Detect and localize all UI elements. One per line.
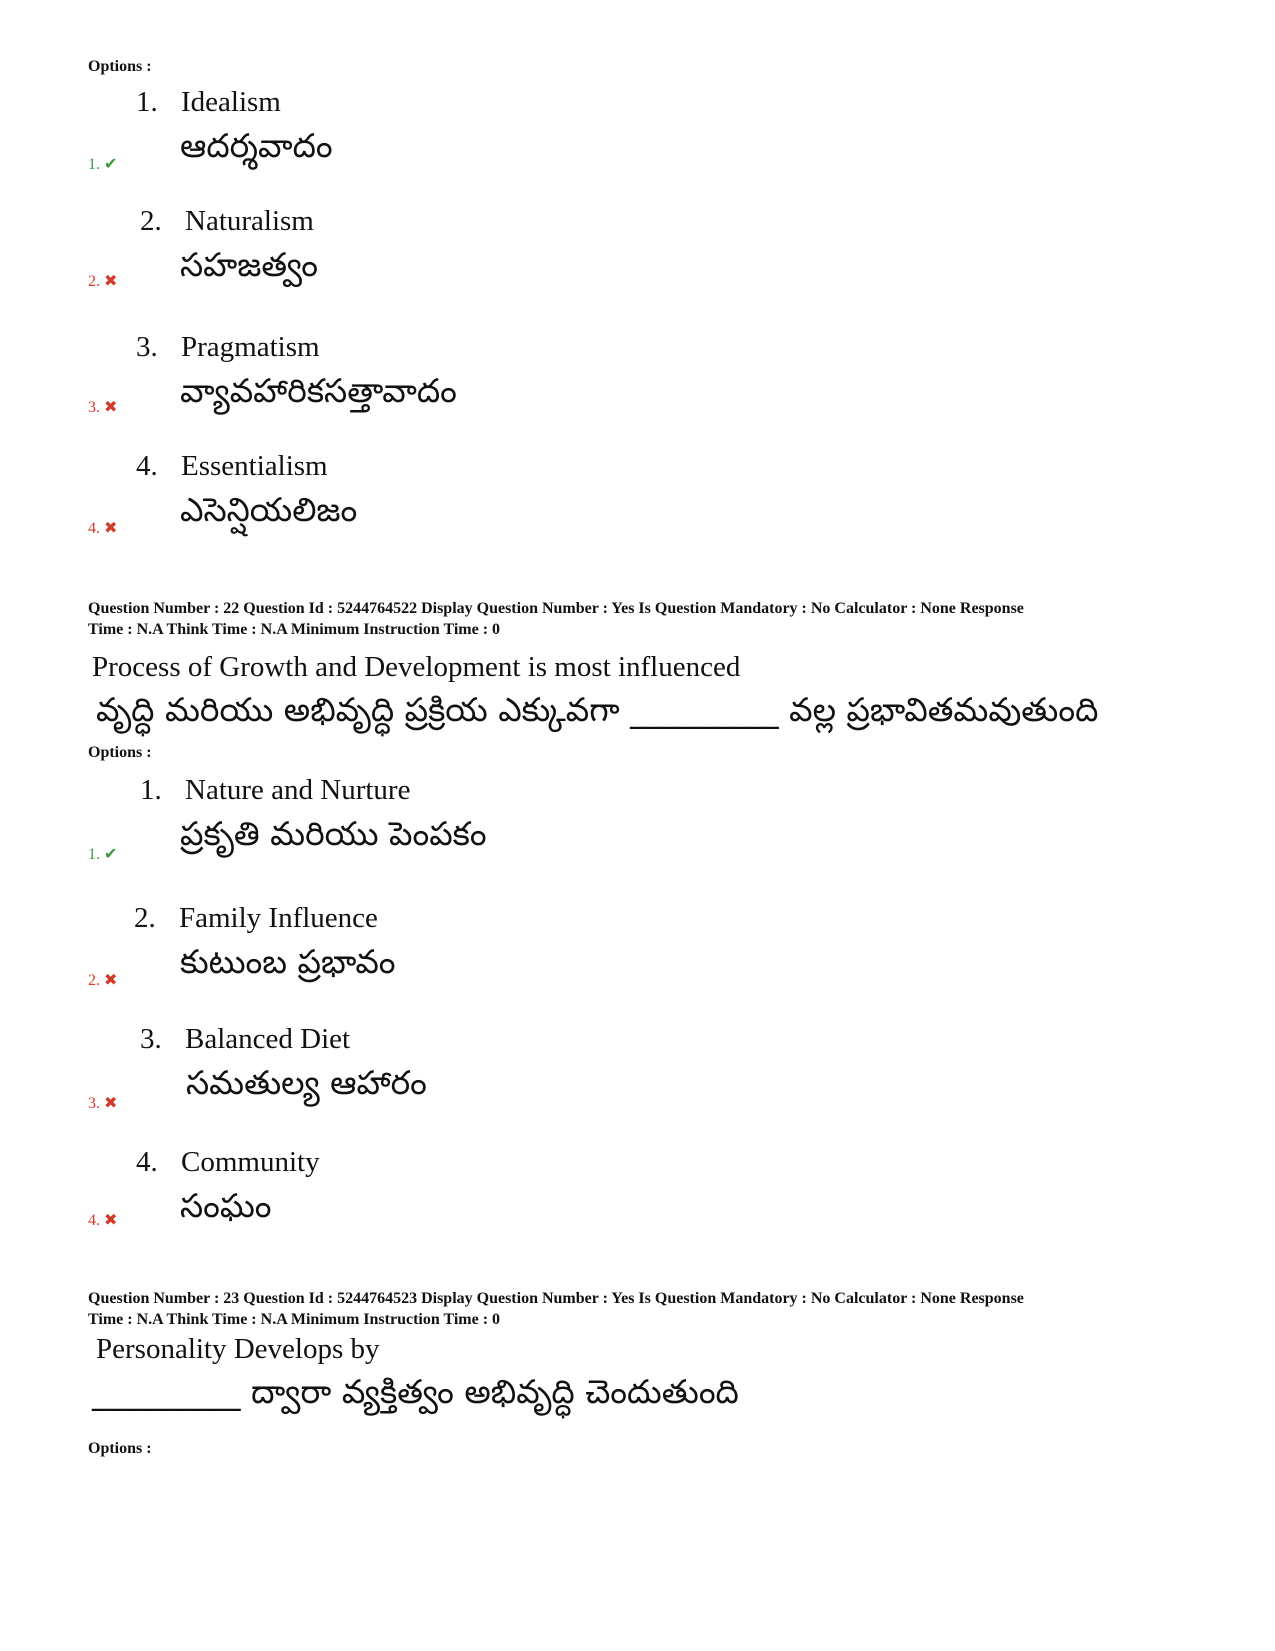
option-status: 2. ✖ bbox=[88, 972, 118, 989]
option-text-en: 3. Pragmatism bbox=[136, 331, 320, 363]
option-4 bbox=[88, 450, 1188, 560]
option-text-en: 1. Idealism bbox=[136, 86, 281, 118]
option-status: 4. ✖ bbox=[88, 1212, 118, 1229]
cross-icon: ✖ bbox=[104, 1095, 118, 1112]
option-2 bbox=[88, 205, 1188, 315]
question-23-text-en: Personality Develops by bbox=[96, 1333, 380, 1365]
option-text-en: 4. Community bbox=[136, 1146, 320, 1178]
option-3 bbox=[88, 1023, 1188, 1133]
option-2 bbox=[88, 902, 1188, 1012]
option-text-en: 2. Naturalism bbox=[140, 205, 314, 237]
cross-icon: ✖ bbox=[104, 273, 118, 290]
check-icon: ✔ bbox=[104, 846, 118, 863]
question-23-meta: Question Number : 23 Question Id : 5244764523 Display Question Number : Yes Is Question Mandatory : No Calculator : None Response Time : N.A Think Time : N.A Minimum Instruction Time : 0 bbox=[88, 1290, 1024, 1328]
option-status: 2. ✖ bbox=[88, 273, 118, 290]
option-4 bbox=[88, 1146, 1188, 1256]
option-text-te: సహజత్వం bbox=[180, 245, 319, 284]
option-text-en: 2. Family Influence bbox=[134, 902, 378, 934]
option-3 bbox=[88, 331, 1188, 441]
option-text-en: 3. Balanced Diet bbox=[140, 1023, 351, 1055]
question-22-text-te: వృద్ధి మరియు అభివృద్ధి ప్రక్రియ ఎక్కువగా _________ వల్ల ప్రభావితమవుతుంది bbox=[96, 690, 1099, 729]
option-1 bbox=[88, 86, 1188, 196]
option-text-en: 1. Nature and Nurture bbox=[140, 774, 411, 806]
options-label: Options : bbox=[88, 744, 152, 761]
option-text-te: ఆదర్శవాదం bbox=[180, 126, 333, 165]
options-label: Options : bbox=[88, 1440, 152, 1457]
options-label: Options : bbox=[88, 58, 152, 75]
question-22-meta: Question Number : 22 Question Id : 5244764522 Display Question Number : Yes Is Question Mandatory : No Calculator : None Response Time : N.A Think Time : N.A Minimum Instruction Time : 0 bbox=[88, 600, 1024, 638]
option-status: 1. ✔ bbox=[88, 846, 118, 863]
option-status: 3. ✖ bbox=[88, 399, 118, 416]
question-22-text-en: Process of Growth and Development is most influenced bbox=[92, 651, 741, 683]
option-status: 4. ✖ bbox=[88, 520, 118, 537]
cross-icon: ✖ bbox=[104, 520, 118, 537]
option-status: 1. ✔ bbox=[88, 156, 118, 173]
option-1 bbox=[88, 774, 1188, 884]
option-status: 3. ✖ bbox=[88, 1095, 118, 1112]
option-text-te: కుటుంబ ప్రభావం bbox=[180, 942, 396, 981]
cross-icon: ✖ bbox=[104, 972, 118, 989]
cross-icon: ✖ bbox=[104, 1212, 118, 1229]
cross-icon: ✖ bbox=[104, 399, 118, 416]
question-23-text-te: _________ ద్వారా వ్యక్తిత్వం అభివృద్ధి చెందుతుంది bbox=[92, 1372, 739, 1411]
check-icon: ✔ bbox=[104, 156, 118, 173]
option-text-te: ఎసెన్షియలిజం bbox=[180, 490, 358, 529]
option-text-te: ప్రకృతి మరియు పెంపకం bbox=[180, 814, 487, 853]
option-text-te: సంఘం bbox=[180, 1186, 272, 1225]
option-text-te: వ్యావహారికసత్తావాదం bbox=[180, 371, 457, 410]
option-text-en: 4. Essentialism bbox=[136, 450, 328, 482]
option-text-te: సమతుల్య ఆహారం bbox=[186, 1063, 427, 1102]
